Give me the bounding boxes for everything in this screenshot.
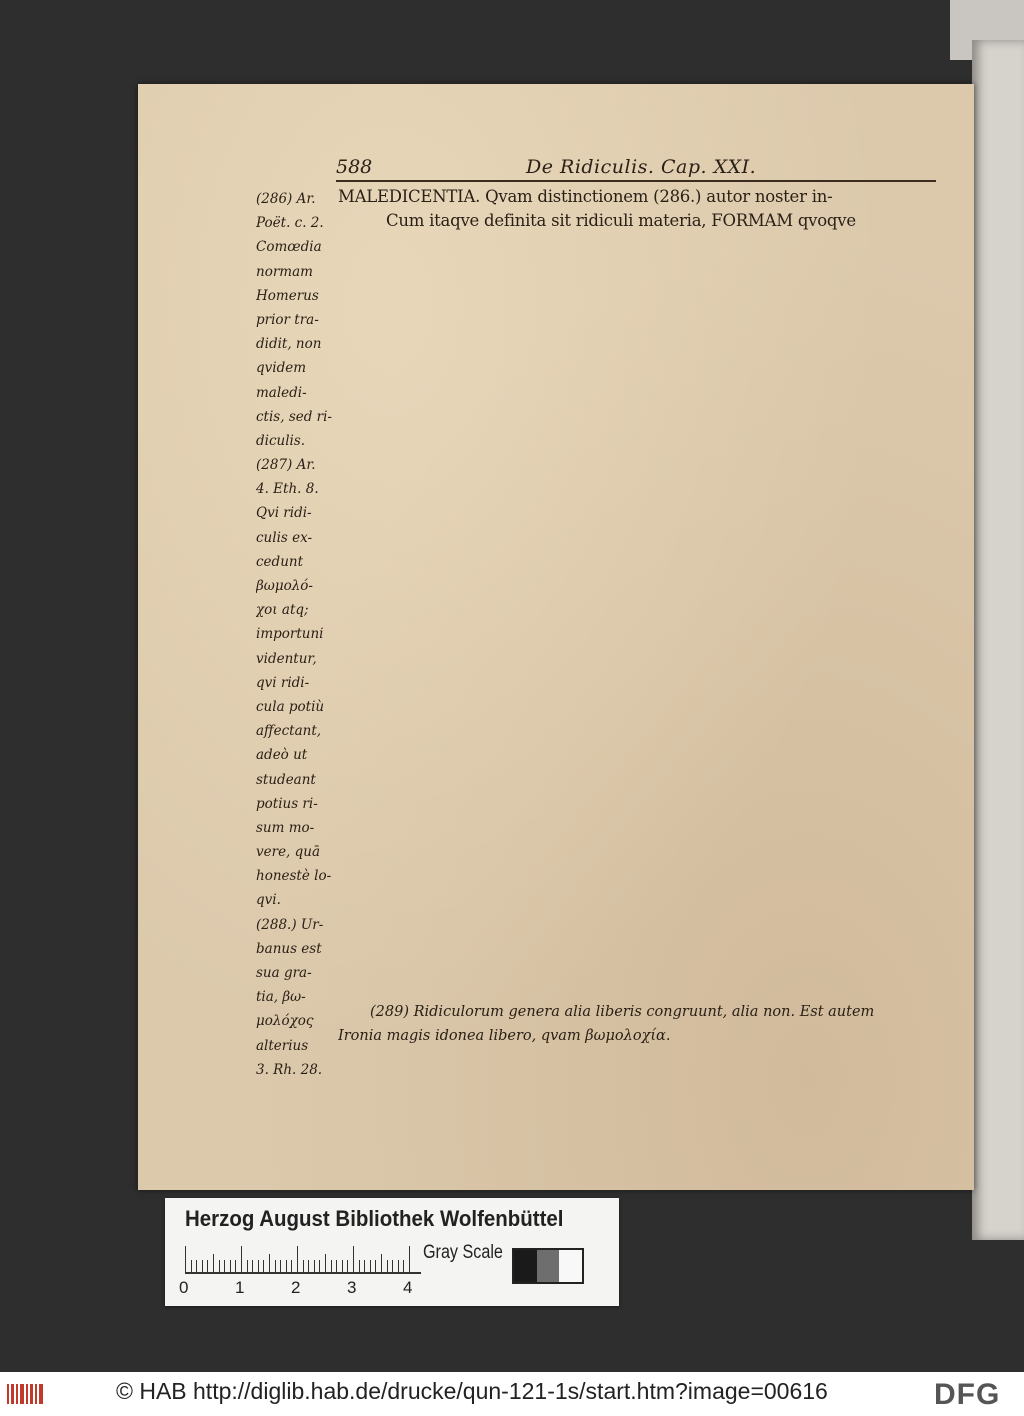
sidenote-line: (287) Ar. <box>256 457 316 474</box>
sidenote-line: alterius <box>256 1037 309 1054</box>
sidenote-line: normam <box>256 263 313 280</box>
dfg-logo: DFG <box>934 1378 1001 1411</box>
ruler-tick <box>230 1260 231 1272</box>
ruler-tick <box>224 1260 225 1272</box>
ruler-tick <box>308 1260 309 1272</box>
ruler-tick <box>202 1260 203 1272</box>
ruler-tick <box>398 1260 399 1272</box>
ruler-tick <box>247 1260 248 1272</box>
ruler-tick <box>286 1260 287 1272</box>
ruler-tick <box>207 1260 208 1272</box>
sidenote-line: maledi- <box>256 384 307 401</box>
sidenote-line: cedunt <box>256 553 304 570</box>
ruler-numbers <box>179 1278 439 1300</box>
sidenote-line: culis ex- <box>256 529 313 546</box>
ruler-number: 3 <box>347 1278 357 1297</box>
sidenote-line: adeò ut <box>256 747 308 764</box>
sidenote-line: cula potiù <box>256 698 325 715</box>
ruler-tick <box>381 1254 382 1272</box>
text-line: MALEDICENTIA. Qvam distinctionem (286.) autor noster in- <box>338 187 833 206</box>
ruler-tick <box>403 1260 404 1272</box>
sidenote-line: (288.) Ur- <box>256 916 324 933</box>
ruler-tick <box>303 1260 304 1272</box>
sidenote-line: 4. Eth. 8. <box>256 481 319 498</box>
ruler-tick <box>331 1260 332 1272</box>
sidenote-line: prior tra- <box>256 311 319 328</box>
ruler-tick <box>409 1246 410 1272</box>
adjacent-page-edge <box>972 40 1024 1240</box>
ruler-number: 1 <box>235 1278 245 1297</box>
sidenote-line: χοι atq; <box>256 602 309 619</box>
sidenote-line: βωμολό- <box>256 578 313 594</box>
sidenote-line: didit, non <box>256 336 322 353</box>
gray-scale-label: Gray Scale <box>423 1242 503 1263</box>
sidenote-line: Homerus <box>256 287 319 304</box>
ruler-number: 2 <box>291 1278 301 1297</box>
ruler-number: 0 <box>179 1278 189 1297</box>
scale-ruler <box>185 1244 421 1274</box>
ruler-tick <box>325 1254 326 1272</box>
ruler-tick <box>185 1246 186 1272</box>
sidenote-line: videntur, <box>256 650 317 667</box>
sidenote-line: diculis. <box>256 432 306 449</box>
library-label-card <box>165 1198 619 1306</box>
ruler-tick <box>219 1260 220 1272</box>
ruler-tick <box>269 1254 270 1272</box>
ruler-tick <box>280 1260 281 1272</box>
ruler-tick <box>235 1260 236 1272</box>
ruler-tick <box>291 1260 292 1272</box>
text-line: Cum itaqve definita sit ridiculi materia, FORMAM qvoqve <box>386 211 856 231</box>
running-title: De Ridiculis. Cap. XXI. <box>526 156 757 178</box>
ruler-tick <box>314 1260 315 1272</box>
sidenote-line: μολόχος <box>256 1013 314 1030</box>
running-head <box>336 156 936 182</box>
sidenote-line: banus est <box>256 940 322 957</box>
ruler-tick <box>364 1260 365 1272</box>
sidenote-line: Poët. c. 2. <box>256 215 324 232</box>
barcode-icon <box>6 1380 46 1408</box>
ruler-tick <box>196 1260 197 1272</box>
ruler-tick <box>342 1260 343 1272</box>
paragraph-1 <box>338 185 930 209</box>
ruler-number: 4 <box>403 1278 413 1297</box>
sidenote-line: potius ri- <box>256 795 318 812</box>
sidenote-line: qvi ridi- <box>256 674 310 691</box>
sidenote-line: vere, quā <box>256 844 321 861</box>
footer-bar <box>0 1372 1024 1416</box>
ruler-tick <box>336 1260 337 1272</box>
ruler-tick <box>319 1260 320 1272</box>
sidenote-line: tia, βω- <box>256 989 306 1006</box>
ruler-tick <box>275 1260 276 1272</box>
sidenote-line: studeant <box>256 771 316 788</box>
library-name: Herzog August Bibliothek Wolfenbüttel <box>185 1206 564 1231</box>
ruler-tick <box>263 1260 264 1272</box>
sidenote-line: importuni <box>256 626 324 643</box>
sidenote-line: ctis, sed ri- <box>256 408 332 425</box>
sidenote-line: honestè lo- <box>256 868 332 885</box>
sidenote-line: Comœdia <box>256 239 322 256</box>
copyright-url[interactable]: © HAB http://diglib.hab.de/drucke/qun-121-1s/start.htm?image=00616 <box>116 1378 828 1404</box>
ruler-tick <box>347 1260 348 1272</box>
ruler-tick <box>252 1260 253 1272</box>
ruler-tick <box>258 1260 259 1272</box>
sidenote-line: sum mo- <box>256 819 315 836</box>
sidenote-line: qvidem <box>256 360 307 377</box>
gray-swatch <box>559 1250 582 1282</box>
marginal-notes <box>256 187 338 1082</box>
sidenote-line: sua gra- <box>256 965 312 981</box>
gray-scale-swatches <box>512 1248 584 1284</box>
ruler-tick <box>297 1246 298 1272</box>
header-rule <box>336 180 936 182</box>
ruler-tick <box>392 1260 393 1272</box>
ruler-tick <box>370 1260 371 1272</box>
ruler-tick <box>191 1260 192 1272</box>
footnote <box>338 1000 930 1048</box>
gray-swatch <box>537 1250 560 1282</box>
paragraph-2 <box>338 209 930 233</box>
ruler-tick <box>359 1260 360 1272</box>
gray-swatch <box>514 1250 537 1282</box>
page-number: 588 <box>336 156 373 178</box>
sidenote-line: (286) Ar. <box>256 191 316 207</box>
main-text <box>338 185 930 233</box>
sidenote-line: affectant, <box>256 723 322 740</box>
sidenote-line: qvi. <box>256 892 281 909</box>
ruler-tick <box>375 1260 376 1272</box>
ruler-tick <box>353 1246 354 1272</box>
ruler-tick <box>387 1260 388 1272</box>
sidenote-line: 3. Rh. 28. <box>256 1061 323 1078</box>
ruler-tick <box>241 1246 242 1272</box>
ruler-tick <box>213 1254 214 1272</box>
footnote-line: Ironia magis idonea libero, qvam βωμολοχία. <box>338 1028 671 1044</box>
footnote-line: (289) Ridiculorum genera alia liberis congruunt, alia non. Est autem <box>370 1004 875 1020</box>
sidenote-line: Qvi ridi- <box>256 505 312 522</box>
